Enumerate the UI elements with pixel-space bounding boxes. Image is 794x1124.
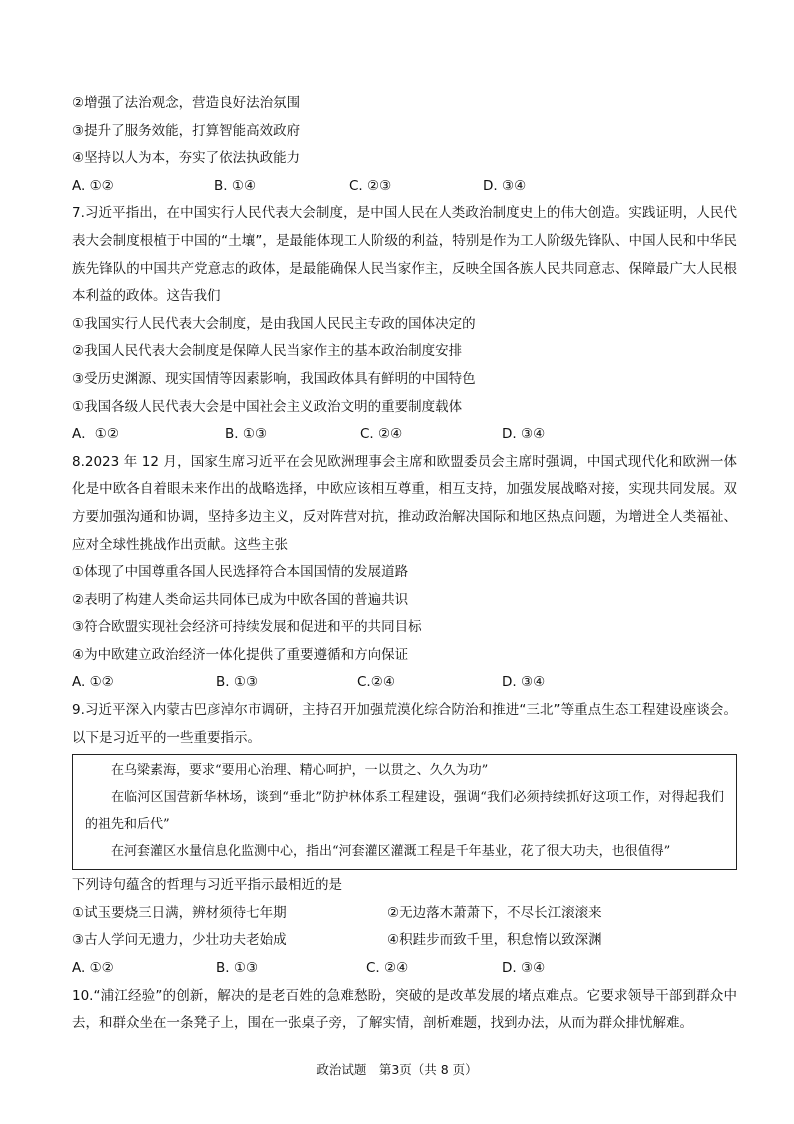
q8-options [72, 669, 737, 697]
q7-stem: 7.习近平指出，在中国实行人民代表大会制度，是中国人民在人类政治制度史上的伟大创造。实践证明，人民代表大会制度根植于中国的“土壤”，是最能体现工人阶级的利益，特别是作为工人阶级先锋队、中国人民和中华民族先锋队的中国共产党意志的政体，是最能确保人民当家作主，反映全国各族人民共同意志、保障最广大人民根本利益的政体。这告我们 [72, 205, 737, 305]
q8-option-a: A. ①② [72, 674, 114, 691]
q9-option-b: B. ①③ [216, 960, 259, 977]
q9-option-c: C. ②④ [366, 960, 409, 977]
q6-options [72, 173, 737, 201]
q7-item-3: ③受历史渊源、现实国情等因素影响，我国政体具有鲜明的中国特色 [72, 370, 476, 387]
q7-item-2: ②我国人民代表大会制度是保障人民当家作主的基本政治制度安排 [72, 343, 463, 360]
q9-stem: 9.习近平深入内蒙古巴彦淖尔市调研，主持召开加强荒漠化综合防治和推进“三北”等重点生态工程建设座谈会。以下是习近平的一些重要指示。 [72, 702, 737, 746]
q6-item-2: ②增强了法治观念，营造良好法治氛围 [72, 95, 301, 111]
q6-item-4: ④坚持以人为本，夯实了依法执政能力 [72, 150, 301, 167]
q9-question: 下列诗句蕴含的哲理与习近平指示最相近的是 [72, 877, 342, 894]
q6-option-c: C. ②③ [349, 177, 392, 194]
q9-items-row-1 [72, 900, 737, 928]
q6-item-3: ③提升了服务效能，打算智能高效政府 [72, 122, 301, 139]
q9-option-a: A. ①② [72, 960, 114, 977]
q9-items-row-2 [72, 927, 737, 955]
q10-stem: 10.“浦江经验”的创新，解决的是老百姓的急难愁盼，突破的是改革发展的堵点难点。它要求领导干部到群众中去，和群众坐在一条凳子上，围在一张桌子旁，了解实情，剖析难题，找到办法，从而为群众排忧解难。 [72, 987, 737, 1032]
q7-option-a: A．①② [72, 426, 119, 443]
q8-stem: 8.2023 年 12 月，国家生席习近平在会见欧洲理事会主席和欧盟委员会主席时强调，中国式现代化和欧洲一体化是中欧各自着眼未来作出的战略选择，中欧应该相互尊重，相互支持，加强发展战略对接，实现共同发展。双方要加强沟通和协调，坚持多边主义，反对阵营对抗，推动政治解决国际和地区热点问题，为增进全人类福祉、应对全球性挑战作出贡献。这些主张 [72, 453, 737, 553]
q9-item-2: ②无边落木萧萧下，不尽长江滚滚来 [387, 904, 602, 921]
q9-item-1: ①试玉要烧三日满，辨材须待七年期 [72, 904, 287, 921]
q8-option-b: B. ①③ [216, 674, 259, 691]
q7-item-1: ①我国实行人民代表大会制度，是由我国人民民主专政的国体决定的 [72, 315, 476, 332]
q7-option-b: B. ①③ [225, 426, 268, 443]
q7-option-d: D. ③④ [502, 426, 546, 443]
q9-material-2: 在临河区国营新华林场，谈到“垂北”防护林体系工程建设，强调“我们必须持续抓好这项工作，对得起我们的祖先和后代” [85, 790, 724, 833]
q9-item-4: ④积跬步而致千里，积怠惰以致深渊 [387, 932, 602, 949]
q7-item-4: ①我国各级人民代表大会是中国社会主义政治文明的重要制度载体 [72, 398, 463, 415]
q8-item-2: ②表明了构建人类命运共同体已成为中欧各国的普遍共识 [72, 591, 409, 608]
q9-material-box [72, 754, 737, 870]
q9-material-3: 在河套灌区水量信息化监测中心，指出“河套灌区灌溉工程是千年基业，花了很大功夫，也很值得” [111, 844, 671, 860]
q6-option-b: B. ①④ [214, 177, 257, 194]
q9-material-1: 在乌梁素海，要求“要用心治理、精心呵护，一以贯之、久久为功” [111, 763, 489, 779]
q6-option-a: A. ①② [72, 177, 114, 194]
q8-option-c: C.②④ [357, 674, 395, 691]
q9-option-d: D. ③④ [502, 960, 546, 977]
q8-option-d: D. ③④ [502, 674, 546, 691]
page-footer: 政治试题 第3页（共 8 页） [316, 1062, 478, 1077]
q9-item-3: ③古人学问无遗力，少壮功夫老始成 [72, 932, 287, 949]
q6-option-d: D. ③④ [483, 177, 527, 194]
q7-option-c: C. ②④ [360, 426, 403, 443]
q8-item-1: ①体现了中国尊重各国人民选择符合本国国情的发展道路 [72, 564, 409, 581]
q8-item-3: ③符合欧盟实现社会经济可持续发展和促进和平的共同目标 [72, 619, 422, 636]
q9-options [72, 955, 737, 983]
q7-options [72, 421, 737, 449]
q8-item-4: ④为中欧建立政治经济一体化提供了重要遵循和方向保证 [72, 646, 409, 663]
exam-page [72, 90, 737, 1038]
